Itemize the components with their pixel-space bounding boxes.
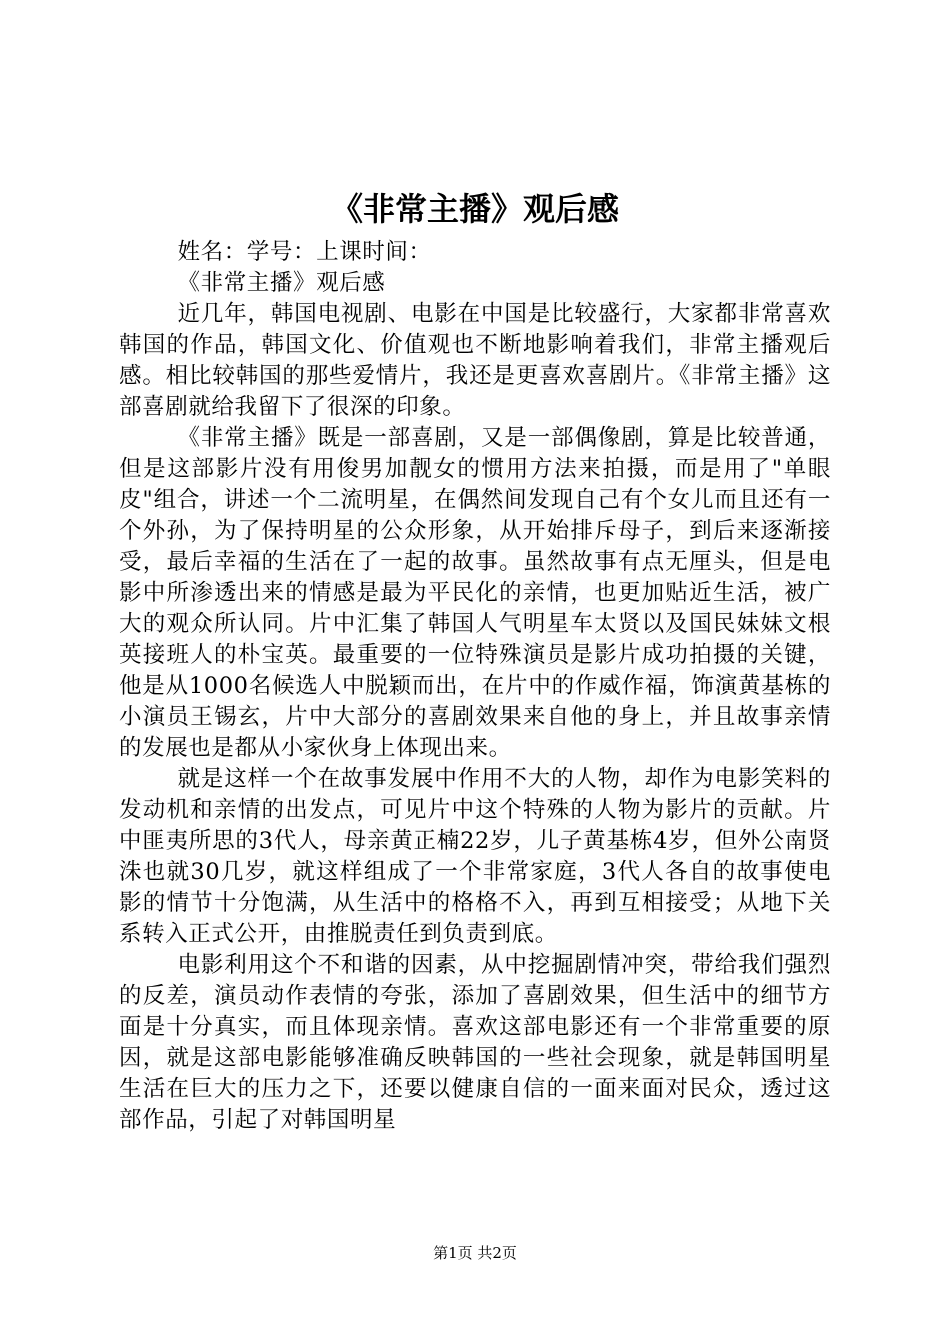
paragraph-1: 近几年，韩国电视剧、电影在中国是比较盛行，大家都非常喜欢韩国的作品，韩国文化、价值观也不断地影响着我们，非常主播观后感。相比较韩国的那些爱情片，我还是更喜欢喜剧片。《非常主播》这部喜剧就给我留下了很深的印象。 xyxy=(119,301,831,420)
paragraph-2: 《非常主播》既是一部喜剧，又是一部偶像剧，算是比较普通，但是这部影片没有用俊男加靓女的惯用方法来拍摄，而是用了"单眼皮"组合，讲述一个二流明星，在偶然间发现自己有个女儿而且还有一个外孙，为了保持明星的公众形象，从开始排斥母子，到后来逐渐接受，最后幸福的生活在了一起的故事。虽然故事有点无厘头，但是电影中所渗透出来的情感是最为平民化的亲情，也更加贴近生活，被广大的观众所认同。片中汇集了韩国人气明星车太贤以及国民妹妹文根英接班人的朴宝英。最重要的一位特殊演员是影片成功拍摄的关键，他是从1000名候选人中脱颖而出，在片中的作威作福，饰演黄基栋的小演员王锡玄，片中大部分的喜剧效果来自他的身上，并且故事亲情的发展也是都从小家伙身上体现出来。 xyxy=(119,425,831,761)
paragraph-4: 电影利用这个不和谐的因素，从中挖掘剧情冲突，带给我们强烈的反差，演员动作表情的夸张，添加了喜剧效果，但生活中的细节方面是十分真实，而且体现亲情。喜欢这部电影还有一个非常重要的原因，就是这部电影能够准确反映韩国的一些社会现象，就是韩国明星生活在巨大的压力之下，还要以健康自信的一面来面对民众，透过这部作品，引起了对韩国明星 xyxy=(119,952,831,1133)
subtitle-line: 《非常主播》观后感 xyxy=(177,270,386,296)
meta-line: 姓名：学号：上课时间： xyxy=(177,239,432,265)
document-body xyxy=(119,237,831,1136)
page-footer: 第1页 共2页 xyxy=(433,1244,517,1262)
paragraph-3: 就是这样一个在故事发展中作用不大的人物，却作为电影笑料的发动机和亲情的出发点，可见片中这个特殊的人物为影片的贡献。片中匪夷所思的3代人，母亲黄正楠22岁，儿子黄基栋4岁，但外公南贤洙也就30几岁，就这样组成了一个非常家庭，3代人各自的故事使电影的情节十分饱满，从生活中的格格不入，再到互相接受；从地下关系转入正式公开，由推脱责任到负责到底。 xyxy=(119,766,831,947)
document-title: 《非常主播》观后感 xyxy=(330,190,619,228)
